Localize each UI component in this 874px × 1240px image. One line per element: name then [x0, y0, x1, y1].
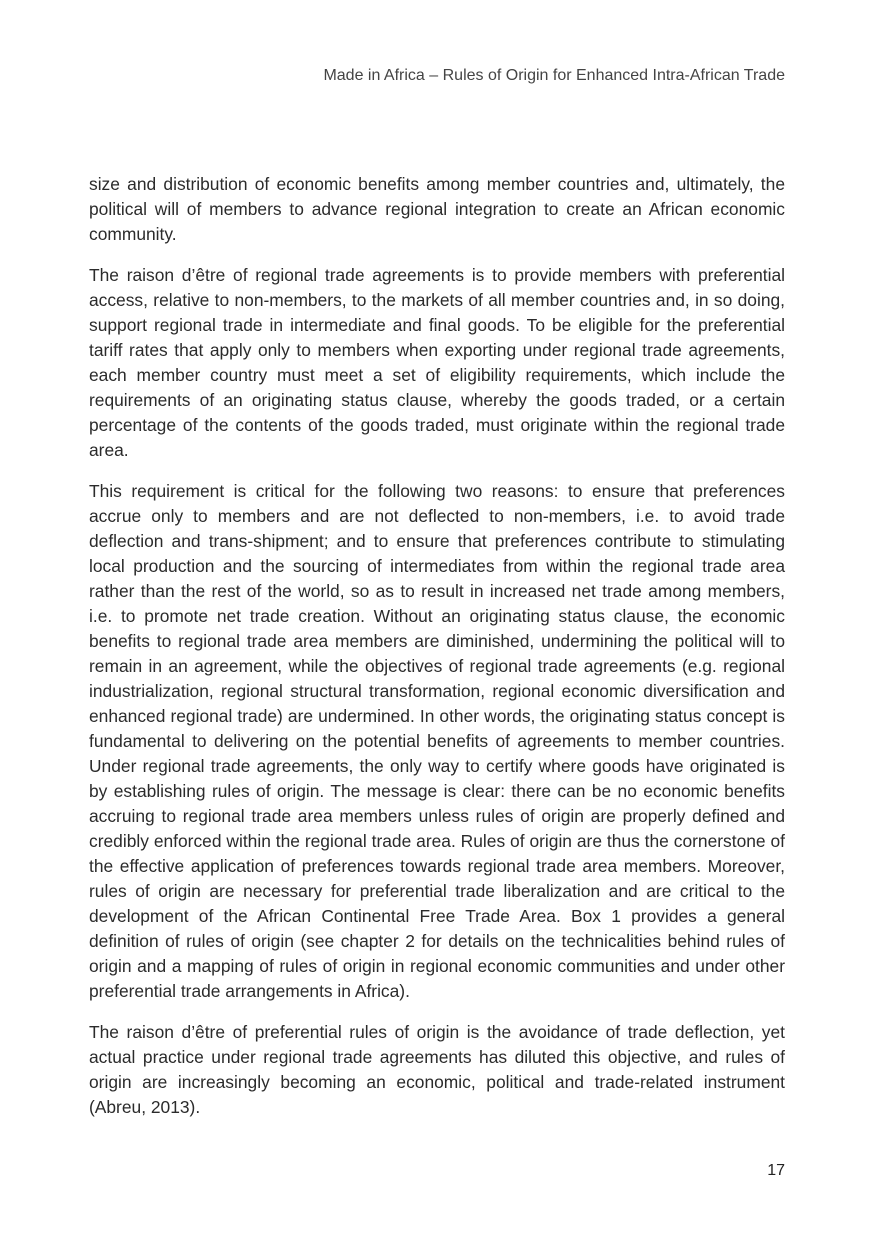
paragraph: size and distribution of economic benefits among member countries and, ultimately, the political will of members to advance regional integration to create an African economic community. [89, 174, 785, 244]
page-number: 17 [767, 1162, 785, 1179]
paragraph: The raison d’être of preferential rules of origin is the avoidance of trade deflection, yet actual practice under regional trade agreements has diluted this objective, and rules of origin are increasingly becoming an economic, political and trade-related instrument (Abreu, 2013). [89, 1022, 785, 1117]
body-text [89, 172, 785, 1136]
paragraph: This requirement is critical for the following two reasons: to ensure that preferences accrue only to members and are not deflected to non-members, i.e. to avoid trade deflection and trans-shipment; and to ensure that preferences contribute to stimulating local production and the sourcing of intermediates from within the regional trade area rather than the rest of the world, so as to result in increased net trade among members, i.e. to promote net trade creation. Without an originating status clause, the economic benefits to regional trade area members are diminished, undermining the political will to remain in an agreement, while the objectives of regional trade agreements (e.g. regional industrialization, regional structural transformation, regional economic diversification and enhanced regional trade) are undermined. In other words, the originating status concept is fundamental to delivering on the potential benefits of agreements to member countries. Under regional trade agreements, the only way to certify where goods have originated is by establishing rules of origin. The message is clear: there can be no economic benefits accruing to regional trade area members unless rules of origin are properly defined and credibly enforced within the regional trade area. Rules of origin are thus the cornerstone of the effective application of preferences towards regional trade area members. Moreover, rules of origin are necessary for preferential trade liberalization and are critical to the development of the African Continental Free Trade Area. Box 1 provides a general definition of rules of origin (see chapter 2 for details on the technicalities behind rules of origin and a mapping of rules of origin in regional economic communities and under other preferential trade arrangements in Africa). [89, 481, 785, 1001]
paragraph: The raison d’être of regional trade agreements is to provide members with preferential access, relative to non-members, to the markets of all member countries and, in so doing, support regional trade in intermediate and final goods. To be eligible for the preferential tariff rates that apply only to members when exporting under regional trade agreements, each member country must meet a set of eligibility requirements, which include the requirements of an originating status clause, whereby the goods traded, or a certain percentage of the contents of the goods traded, must originate within the regional trade area. [89, 265, 785, 460]
running-header: Made in Africa – Rules of Origin for Enhanced Intra-African Trade [323, 67, 785, 84]
